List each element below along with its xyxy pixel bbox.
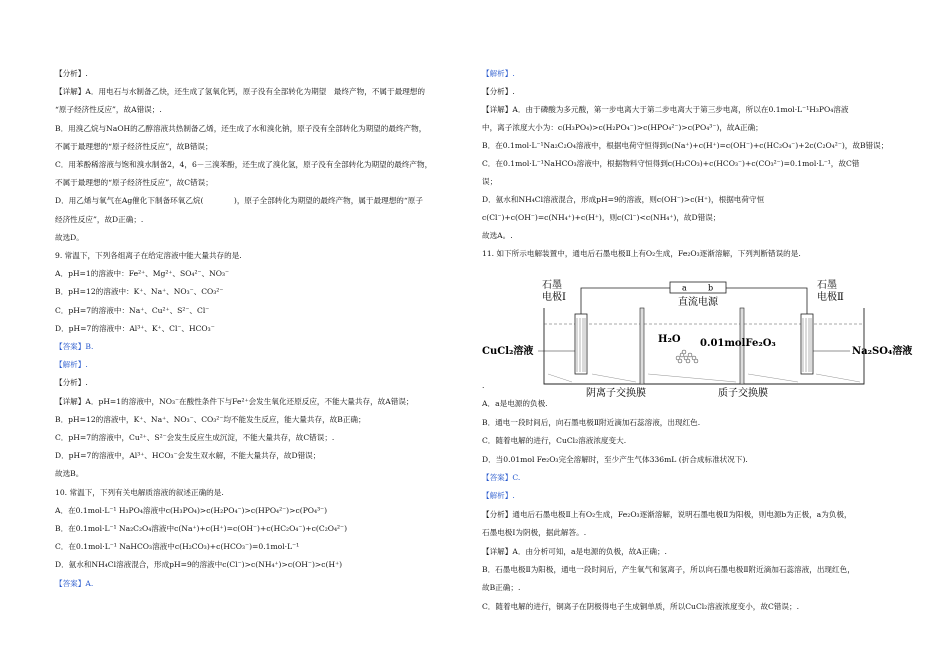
anion-exchange-membrane (640, 308, 644, 384)
text-line: 【解析】. (55, 360, 88, 370)
text-line: B．用溴乙烷与NaOH的乙醇溶液共热制备乙烯，还生成了水和溴化钠，原子没有全部转化为期望的最终产物， (55, 123, 427, 133)
text-line: 中，离子浓度大小为：c(H₃PO₄)>c(H₂PO₄⁻)>c(HPO₄²⁻)>c(PO₄³⁻)，故A正确； (482, 123, 763, 132)
text-line: D．氨水和NH₄Cl溶液混合，形成pH=9的溶液中c(Cl⁻)>c(NH₄⁺)>c(OH⁻)>c(H⁺) (55, 560, 343, 570)
text-line: 故选D。 (55, 232, 84, 242)
wire-right (726, 288, 807, 316)
text-line: 9. 常温下，下列各组离子在给定溶液中能大量共存的是. (55, 251, 242, 260)
text-line: 故B正确；. (482, 583, 521, 593)
text-line: B．石墨电极Ⅱ为阳极，通电一段时间后，产生氧气和氢离子，所以向石墨电极Ⅱ附近滴加石蕊溶液，出现红色， (482, 565, 855, 574)
cucl2-solution-label: CuCl₂溶液 (482, 346, 534, 357)
text-line: 【分析】. (55, 69, 88, 78)
text-line: B．pH=12的溶液中：K⁺、Na⁺、NO₃⁻、CO₃²⁻ (55, 287, 224, 297)
text-line: 不属于最理想的“原子经济性反应”，故B错误； (55, 141, 213, 151)
text-line: 石墨电极Ⅰ为阴极，据此解答。. (482, 528, 587, 538)
electrode1-label-a: 石墨 (542, 280, 562, 291)
text-line: B．在0.1mol·L⁻¹Na₂C₂O₄溶液中，根据电荷守恒得到c(Na⁺)+c(H⁺)=c(OH⁻)+c(HC₂O₄⁻)+2c(C₂O₄²⁻)，故B错误； (482, 141, 889, 150)
text-line: 【答案】A. (55, 578, 94, 588)
wire-left (581, 288, 670, 316)
text-line: . (482, 381, 485, 390)
text-line: D．当0.01mol Fe₂O₃完全溶解时，至少产生气体336mL (折合成标准状况下). (482, 454, 748, 464)
text-line: C．用苯酚稀溶液与饱和溴水制备2，4，6－三溴苯酚，还生成了溴化氢，原子没有全部转化为期望的最终产物， (55, 160, 433, 169)
text-line: 【详解】A．由分析可知，a是电源的负极，故A正确；. (482, 546, 667, 556)
text-line: 【详解】A．用电石与水制备乙炔，还生成了氢氧化钙，原子没有全部转化为期望 最终产物，不属于最理想的 (55, 87, 425, 97)
text-line: 【答案】C. (482, 473, 521, 482)
terminal-a-label: a (682, 283, 687, 293)
text-line: B．通电一段时间后，向石墨电极Ⅱ附近滴加石蕊溶液，出现红色. (482, 417, 701, 427)
text-line: 【分析】. (55, 378, 88, 388)
text-line: C．在0.1mol·L⁻¹NaHCO₃溶液中，根据物料守恒得到c(H₂CO₃)+c(HCO₃⁻)+c(CO₃²⁻)=0.1mol·L⁻¹，故C错 (482, 159, 860, 168)
text-line: 【解析】. (482, 491, 515, 501)
text-line: 10. 常温下，下列有关电解质溶液的叙述正确的是. (55, 487, 224, 497)
electrode2-label-b: 电极Ⅱ (817, 292, 844, 303)
text-line: B．在0.1mol·L⁻¹ Na₂C₂O₄溶液中c(Na⁺)+c(H⁺)=c(OH⁻)+c(HC₂O₄⁻)+c(C₂O₄²⁻) (55, 524, 348, 533)
text-line: 故选A。. (482, 231, 513, 240)
text-line: C．pH=7的溶液中，Cu²⁺、S²⁻会发生反应生成沉淀，不能大量共存，故C错误；. (55, 433, 335, 442)
terminal-b-label: b (708, 283, 714, 293)
anion-membrane-label: 阴离子交换膜 (586, 388, 646, 399)
text-line: C．随着电解的进行，CuCl₂溶液浓度变大. (482, 436, 627, 446)
text-line: c(Cl⁻)+c(OH⁻)=c(NH₄⁺)+c(H⁺)，则c(Cl⁻)<c(NH₄⁺)，故D错误； (482, 213, 721, 222)
text-line: A．a是电源的负极. (482, 399, 548, 409)
text-line: B．pH=12的溶液中，K⁺、Na⁺、NO₃⁻、CO₃²⁻均不能发生反应，能大量共存，故B正确； (55, 414, 366, 424)
text-line: 【分析】. (482, 87, 515, 96)
text-line: C．在0.1mol·L⁻¹ NaHCO₃溶液中c(H₂CO₃)+c(HCO₃⁻)=0.1mol·L⁻¹ (55, 542, 300, 552)
water-label: H₂O (658, 334, 681, 345)
electrode1-label-b: 电极Ⅰ (542, 292, 566, 303)
text-line: “原子经济性反应”，故A错误；. (55, 105, 162, 115)
text-line: 【详解】A．由于磷酸为多元酸，第一步电离大于第二步电离大于第三步电离，所以在0.1mol·L⁻¹H₃PO₄溶液 (482, 105, 849, 114)
text-line: 【答案】B. (55, 342, 94, 351)
electrolysis-diagram (482, 278, 913, 399)
text-line: A．在0.1mol·L⁻¹ H₃PO₄溶液中c(H₃PO₄)>c(H₂PO₄⁻)>c(HPO₄²⁻)>c(PO₄³⁻) (55, 505, 328, 515)
text-line: 经济性反应”，故D正确；. (55, 214, 144, 224)
text-line: A．pH=1的溶液中：Fe²⁺、Mg²⁺、SO₄²⁻、NO₃⁻ (55, 269, 230, 279)
text-line: 故选B。 (55, 469, 84, 479)
power-supply-label: 直流电源 (678, 297, 718, 308)
text-line: D．用乙烯与氧气在Ag催化下制备环氧乙烷( )，原子全部转化为期望的最终产物，属于最理想的“原子 (55, 196, 423, 206)
text-line: 11. 如下所示电解装置中，通电后石墨电极Ⅱ上有O₂生成，Fe₂O₃逐渐溶解，下列判断错误的是. (482, 249, 801, 258)
text-line: D．pH=7的溶液中：Al³⁺、K⁺、Cl⁻、HCO₃⁻ (55, 323, 215, 333)
electrode2-label-a: 石墨 (817, 280, 837, 291)
text-line: D．pH=7的溶液中，Al³⁺、HCO₃⁻会发生双水解，不能大量共存，故D错误； (55, 451, 321, 461)
text-line: C．pH=7的溶液中：Na⁺、Cu²⁺、S²⁻、Cl⁻ (55, 305, 210, 315)
proton-membrane-label: 质子交换膜 (718, 388, 768, 399)
power-supply-box (670, 282, 726, 293)
text-line: 误； (482, 177, 498, 186)
na2so4-solution-label: Na₂SO₄溶液 (852, 346, 913, 357)
text-line: D．氨水和NH₄Cl溶液混合，形成pH=9的溶液，则c(OH⁻)>c(H⁺)，根据电荷守恒 (482, 195, 765, 204)
fe2o3-label: 0.01molFe₂O₃ (700, 338, 776, 349)
text-line: 不属于最理想的“原子经济性反应”，故C错误； (55, 178, 213, 188)
text-line: 【详解】A．pH=1的溶液中，NO₃⁻在酸性条件下与Fe²⁺会发生氧化还原反应，不能大量共存，故A错误； (55, 396, 414, 406)
text-line: 【解析】. (482, 69, 515, 78)
electrode-1 (575, 314, 587, 374)
text-line: C．随着电解的进行，铜离子在阴极得电子生成铜单质，所以CuCl₂溶液浓度变小，故C错误；. (482, 601, 799, 611)
text-line: 【分析】通电后石墨电极Ⅱ上有O₂生成，Fe₂O₃逐渐溶解，说明石墨电极Ⅱ为阳极，则电源b为正极，a为负极， (482, 509, 852, 519)
fe2o3-particles (676, 350, 698, 363)
